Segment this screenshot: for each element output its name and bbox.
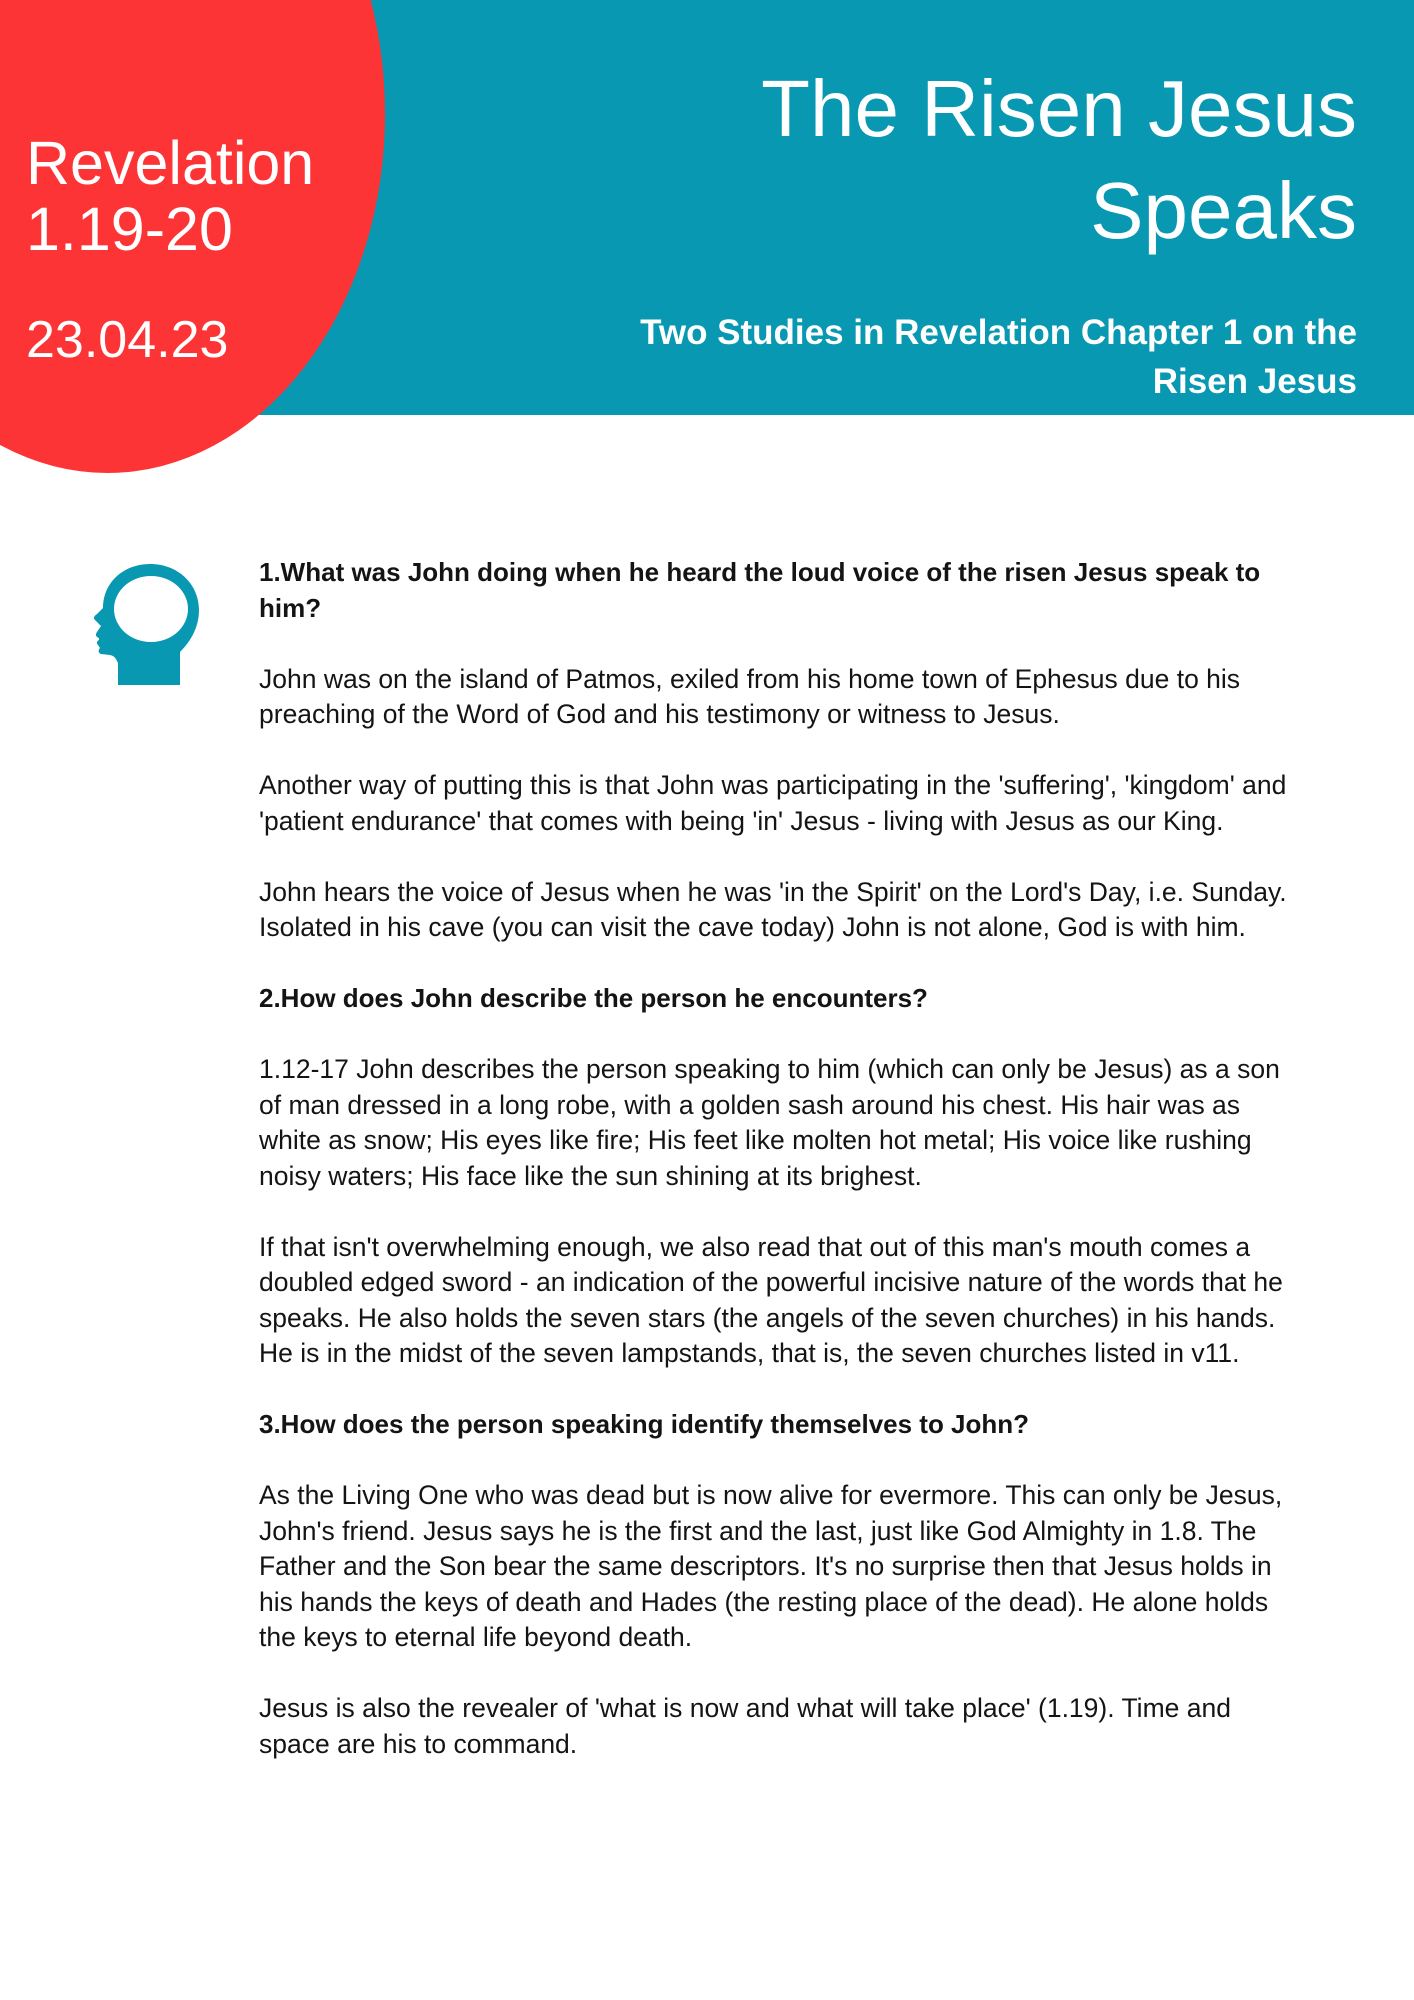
answer-3-paragraph-1: As the Living One who was dead but is now alive for evermore. This can only be Jesus, John's friend. Jesus says he is the first and the last, just like God Almighty in 1.8. The Father and the Son bear the same descriptors. It's no surprise then that Jesus holds in his hands the keys of death and Hades (the resting place of the dead). He alone holds the keys to eternal life beyond death. — [259, 1480, 1283, 1652]
answer-1-paragraph-2: Another way of putting this is that John was participating in the 'suffering', 'kingdom' and 'patient endurance' that comes with being 'in' Jesus - living with Jesus as our King. — [259, 770, 1287, 836]
answer-2-paragraph-1: 1.12-17 John describes the person speaking to him (which can only be Jesus) as a son of man dressed in a long robe, with a golden sash around his chest. His hair was as white as snow; His eyes like fire; His feet like molten hot metal; His voice like rushing noisy waters; His face like the sun shining at its brighest. — [259, 1054, 1280, 1191]
page-title: The Risen Jesus Speaks — [761, 64, 1357, 255]
answer-3-paragraph-2: Jesus is also the revealer of 'what is now and what will take place' (1.19). Time and space are his to command. — [259, 1693, 1231, 1759]
question-3: 3.How does the person speaking identify themselves to John? — [259, 1409, 1030, 1439]
answer-2-paragraph-2: If that isn't overwhelming enough, we also read that out of this man's mouth comes a doubled edged sword - an indication of the powerful incisive nature of the words that he speaks. He also holds the seven stars (the angels of the seven churches) in his hands. He is in the midst of the seven lampstands, that is, the seven churches listed in v11. — [259, 1231, 1283, 1368]
answer-1-paragraph-3: John hears the voice of Jesus when he was 'in the Spirit' on the Lord's Day, i.e. Sunday. Isolated in his cave (you can visit the cave today) John is not alone, God is with him. — [259, 876, 1287, 942]
question-2: 2.How does John describe the person he encounters? — [259, 983, 928, 1013]
scripture-reference: Revelation 1.19-20 — [26, 129, 315, 263]
page-subtitle: Two Studies in Revelation Chapter 1 on the Risen Jesus — [640, 313, 1357, 401]
question-1: 1.What was John doing when he heard the loud voice of the risen Jesus speak to him? — [259, 557, 1261, 623]
head-profile-icon — [92, 560, 202, 685]
answer-1-paragraph-1: John was on the island of Patmos, exiled from his home town of Ephesus due to his preaching of the Word of God and his testimony or witness to Jesus. — [259, 663, 1241, 729]
study-date: 23.04.23 — [26, 311, 229, 369]
study-content — [259, 555, 1299, 1798]
